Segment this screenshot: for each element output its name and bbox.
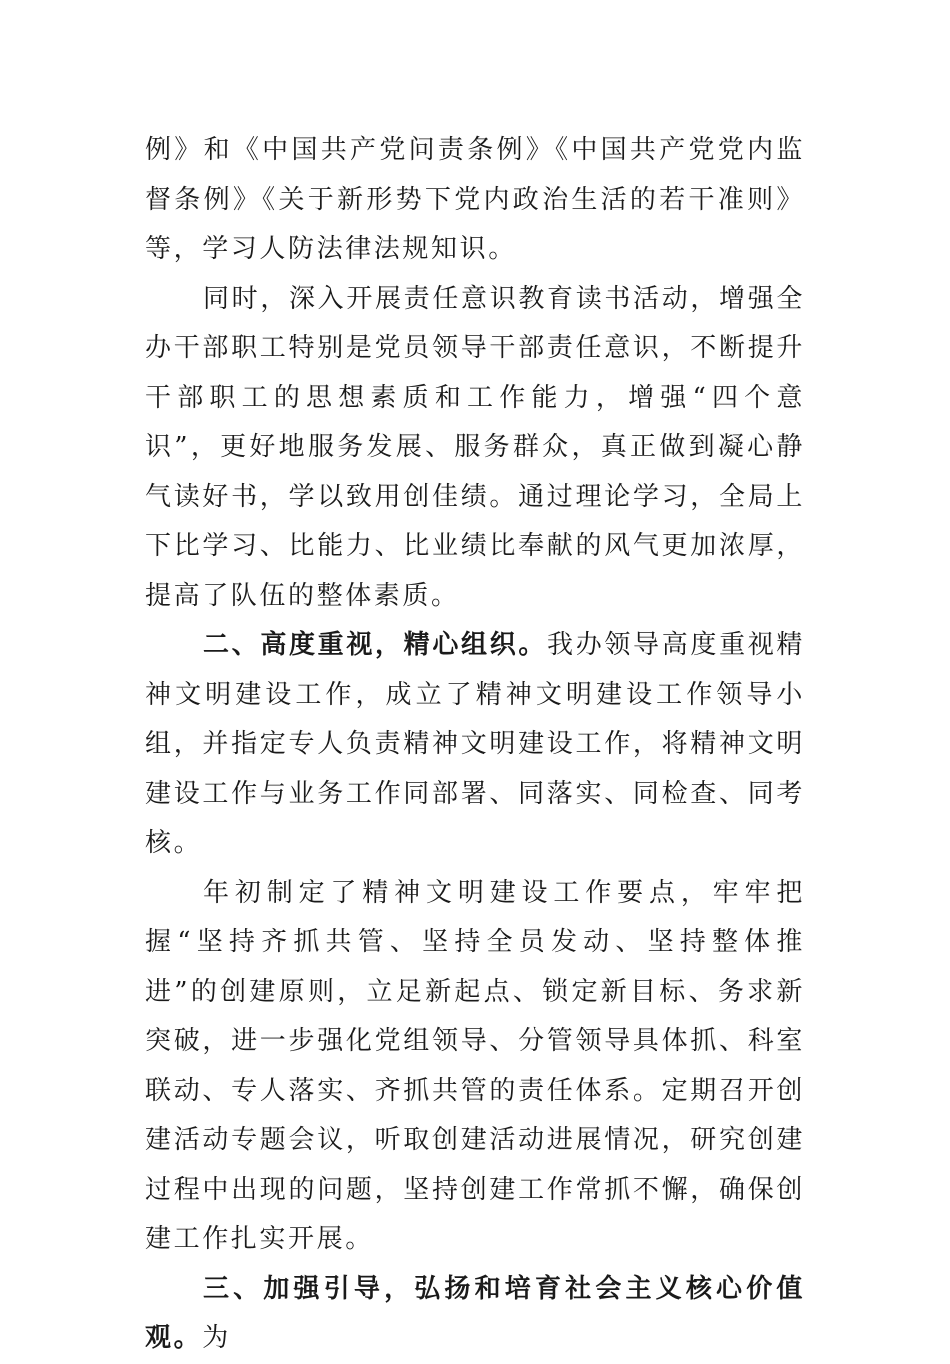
section-heading: 三、加强引导，弘扬和培育社会主义核心价值观。 <box>145 1273 805 1353</box>
paragraph-section-three <box>145 1265 805 1364</box>
section-heading: 二、高度重视，精心组织。 <box>203 630 548 660</box>
paragraph-text: 年初制定了精神文明建设工作要点，牢牢把握“坚持齐抓共管、坚持全员发动、坚持整体推进”的创建原则，立足新起点、锁定新目标、务求新突破，进一步强化党组领导、分管领导具体抓、科室联动、专人落实、齐抓共管的责任体系。定期召开创建活动专题会议，听取创建活动进展情况，研究创建过程中出现的问题，坚持创建工作常抓不懈，确保创建工作扎实开展。 <box>145 877 805 1254</box>
paragraph-text: 我办领导高度重视精神文明建设工作，成立了精神文明建设工作领导小组，并指定专人负责精神文明建设工作，将精神文明建设工作与业务工作同部署、同落实、同检查、同考核。 <box>145 630 806 858</box>
paragraph-section-two <box>145 621 805 869</box>
paragraph-continuation <box>145 126 805 275</box>
document-body <box>145 126 805 1364</box>
paragraph-reading-activity <box>145 275 805 622</box>
paragraph-text: 例》和《中国共产党问责条例》《中国共产党党内监督条例》《关于新形势下党内政治生活的若干准则》等，学习人防法律法规知识。 <box>145 135 805 264</box>
paragraph-annual-plan <box>145 869 805 1265</box>
paragraph-text: 为 <box>202 1323 231 1353</box>
paragraph-text: 同时，深入开展责任意识教育读书活动，增强全办干部职工特别是党员领导干部责任意识，不断提升干部职工的思想素质和工作能力，增强“四个意识”，更好地服务发展、服务群众，真正做到凝心静气读好书，学以致用创佳绩。通过理论学习，全局上下比学习、比能力、比业绩比奉献的风气更加浓厚，提高了队伍的整体素质。 <box>145 283 805 611</box>
